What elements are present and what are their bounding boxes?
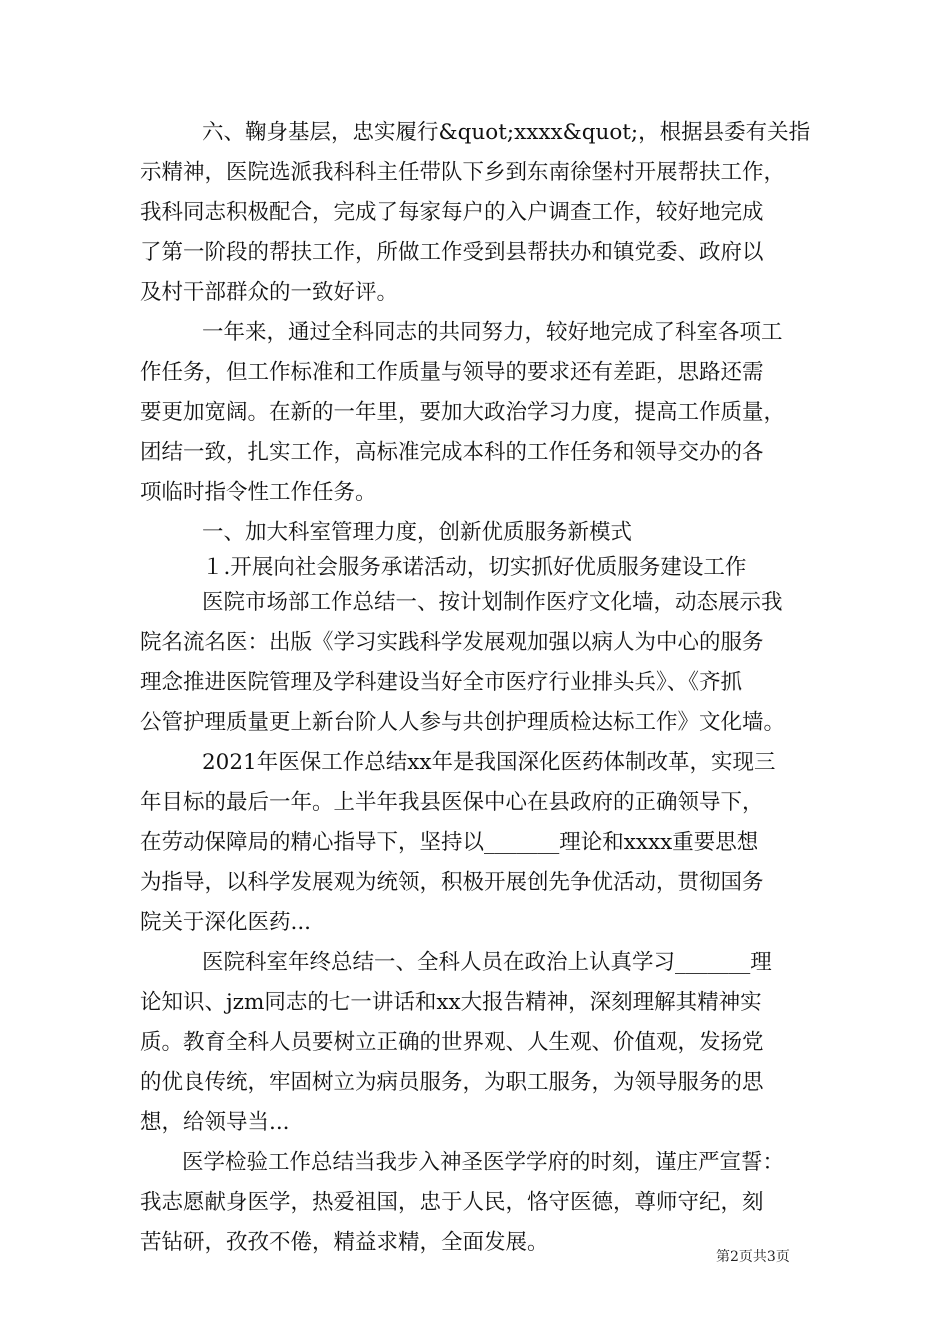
text-line: 示精神，医院选派我科科主任带队下乡到东南徐堡村开展帮扶工作，: [140, 160, 786, 185]
text-line: 想，给领导当...: [140, 1110, 290, 1135]
text-line: 我志愿献身医学，热爱祖国，忠于人民，恪守医德，尊师守纪，刻: [140, 1190, 764, 1215]
subsection-heading: １.开展向社会服务承诺活动，切实抓好优质服务建设工作: [202, 555, 747, 580]
text-line: 为指导，以科学发展观为统领，积极开展创先争优活动，贯彻国务: [140, 870, 764, 895]
text-line: 医学检验工作总结当我步入神圣医学学府的时刻，谨庄严宣誓：: [182, 1150, 785, 1175]
text-line: 我科同志积极配合，完成了每家每户的入户调查工作，较好地完成: [140, 200, 764, 225]
text-line: 苦钻研，孜孜不倦，精益求精，全面发展。: [140, 1230, 549, 1255]
text-line: 公管护理质量更上新台阶人人参与共创护理质检达标工作》文化墙。: [140, 710, 786, 735]
page-number: 第2页共3页: [716, 1249, 790, 1265]
text-line: 院名流名医：出版《学习实践科学发展观加强以病人为中心的服务: [140, 630, 764, 655]
text-line: 六、鞠身基层，忠实履行&quot;xxxx&quot;，根据县委有关指: [202, 120, 811, 145]
text-line: 的优良传统，牢固树立为病员服务，为职工服务，为领导服务的思: [140, 1070, 764, 1095]
text-line: 要更加宽阔。在新的一年里，要加大政治学习力度，提高工作质量，: [140, 400, 786, 425]
text-line: 项临时指令性工作任务。: [140, 480, 377, 505]
text-line: 理念推进医院管理及学科建设当好全市医疗行业排头兵》、《齐抓: [140, 670, 743, 695]
text-line: 质。教育全科人员要树立正确的世界观、人生观、价值观，发扬党: [140, 1030, 764, 1055]
text-line: 年目标的最后一年。上半年我县医保中心在县政府的正确领导下，: [140, 790, 764, 815]
text-line: 医院市场部工作总结一、按计划制作医疗文化墙，动态展示我: [202, 590, 783, 615]
text-line: 2021年医保工作总结xx年是我国深化医药体制改革，实现三: [202, 750, 776, 775]
text-line: 论知识、jzm同志的七一讲话和xx大报告精神，深刻理解其精神实: [140, 990, 762, 1015]
text-line: 团结一致，扎实工作，高标准完成本科的工作任务和领导交办的各: [140, 440, 764, 465]
text-line: 医院科室年终总结一、全科人员在政治上认真学习_______理: [202, 950, 772, 975]
text-line: 在劳动保障局的精心指导下，坚持以_______理论和xxxx重要思想: [140, 830, 759, 855]
text-line: 及村干部群众的一致好评。: [140, 280, 399, 305]
text-line: 作任务，但工作标准和工作质量与领导的要求还有差距，思路还需: [140, 360, 764, 385]
text-line: 一年来，通过全科同志的共同努力，较好地完成了科室各项工: [202, 320, 783, 345]
text-line: 院关于深化医药...: [140, 910, 312, 935]
section-heading: 一、加大科室管理力度，创新优质服务新模式: [202, 520, 633, 545]
text-line: 了第一阶段的帮扶工作，所做工作受到县帮扶办和镇党委、政府以: [140, 240, 764, 265]
